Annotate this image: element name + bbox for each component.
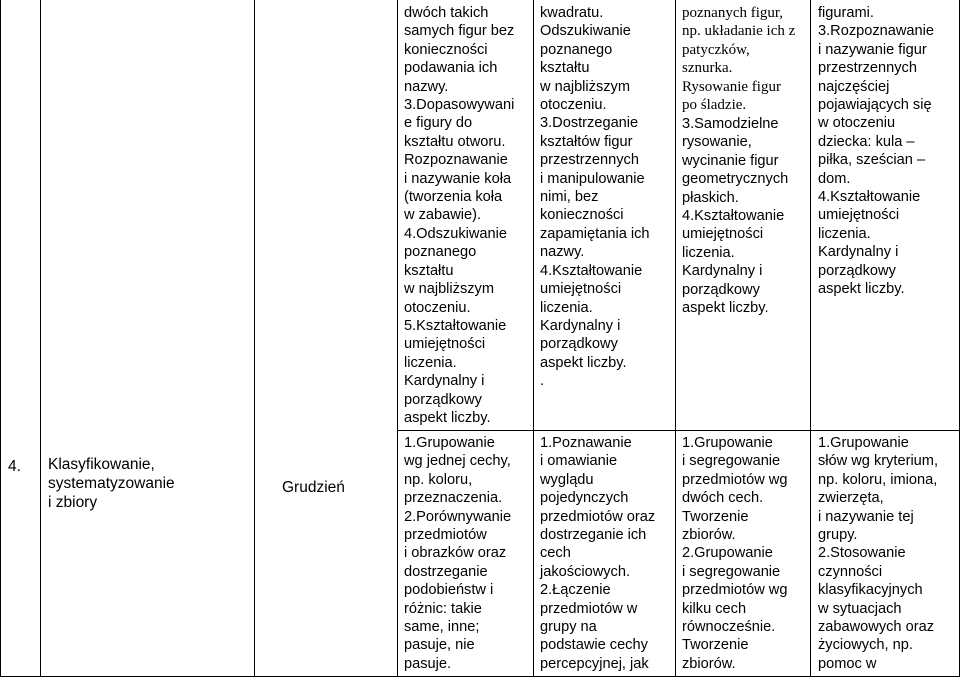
col1-bottom-text: 1.Grupowanie wg jednej cechy, np. koloru, przeznaczenia. 2.Porównywanie przedmiotów i obrazków oraz dostrzeganie podobieństw i różnic: takie same, inne; pasuje, nie pasuje. xyxy=(404,435,512,672)
col3-bottom-text: 1.Grupowanie i segregowanie przedmiotów wg dwóch cech. Tworzenie zbiorów. 2.Grupowanie i segregowanie przedmiotów wg kilku cech równocześnie. Tworzenie zbiorów. xyxy=(682,435,788,672)
col1-top-text: dwóch takich samych figur bez konieczności podawania ich nazwy. 3.Dopasowywani e figury do kształtu otworu. Rozpoznawanie i nazywanie koła (tworzenia koła w zabawie). 4.Odszukiwanie poznanego kształtu w najbliższym otoczeniu. 5.Kształtowanie umiejętności liczenia. Kardynalny i porządkowy aspekt liczby. xyxy=(404,5,515,426)
grid-line xyxy=(397,0,398,677)
section-title: Klasyfikowanie, systematyzowanie i zbiory xyxy=(48,456,175,511)
col2-top-text: kwadratu. Odszukiwanie poznanego kształtu w najbliższym otoczeniu. 3.Dostrzeganie kształtów figur przestrzennych i manipulowanie nimi, bez konieczności zapamiętania ich nazwy. 4.Kształtowanie umiejętności liczenia. Kardynalny i porządkowy aspekt liczby. . xyxy=(540,5,650,390)
month-label: Grudzień xyxy=(282,479,345,496)
col3-top-serif-text: poznanych figur, np. układanie ich z patyczków, sznurka. Rysowanie figur po śladzie. xyxy=(682,5,796,114)
row-divider xyxy=(397,430,960,431)
grid-line xyxy=(810,0,811,677)
col2-bottom-text: 1.Poznawanie i omawianie wyglądu pojedynczych przedmiotów oraz dostrzeganie ich cech jakościowych. 2.Łączenie przedmiotów w grupy na podstawie cechy percepcyjnej, jak xyxy=(540,435,656,672)
grid-line xyxy=(0,0,1,677)
col3-top-text: 3.Samodzielne rysowanie, wycinanie figur geometrycznych płaskich. 4.Kształtowanie umiejętności liczenia. Kardynalny i porządkowy aspekt liczby. xyxy=(682,116,789,317)
col4-bottom-text: 1.Grupowanie słów wg kryterium, np. koloru, imiona, zwierzęta, i nazywanie tej grupy. 2.Stosowanie czynności klasyfikacyjnych w sytuacjach zabawowych oraz życiowych, np. pomoc w xyxy=(818,435,939,672)
col4-top-text: figurami. 3.Rozpoznawanie i nazywanie figur przestrzennych najczęściej pojawiających się w otoczeniu dziecka: kula – piłka, sześcian – dom. 4.Kształtowanie umiejętności liczenia. Kardynalny i porządkowy aspekt liczby. xyxy=(818,5,935,298)
grid-line xyxy=(40,0,41,677)
row-number: 4. xyxy=(8,458,21,475)
grid-line xyxy=(675,0,676,677)
grid-line xyxy=(533,0,534,677)
grid-line xyxy=(254,0,255,677)
